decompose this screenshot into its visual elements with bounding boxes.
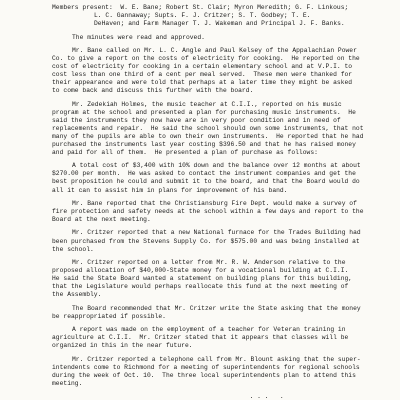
members-present-paragraph xyxy=(52,4,354,28)
text-line: DeHaven; and Farm Manager T. J. Wakeman and Principal J. F. Banks. xyxy=(94,20,345,28)
text-line: been purchased from the Stevens Supply Co. for $575.00 and was being installed at xyxy=(52,237,360,245)
text-line: purchased the instruments last year costing $396.50 and that he has raised money xyxy=(52,140,356,148)
text-line: He said the State Board wanted a statement on building plans for this building, xyxy=(52,275,353,283)
text-line: be reappropriated if possible. xyxy=(52,312,166,320)
text-line: Mr. Zedekiah Holmes, the music teacher at C.I.I., reported on his music xyxy=(72,100,342,108)
text-line: agriculture at C.I.I. Mr. Critzer stated that it appears that classes will be xyxy=(52,334,349,342)
veteran-training-paragraph xyxy=(52,326,354,350)
text-line: A report was made on the employment of a teacher for Veteran training in xyxy=(72,326,346,334)
text-line: the school. xyxy=(52,245,94,253)
text-line: The Board recommended that Mr. Critzer write the State asking that the money xyxy=(72,304,361,312)
telephone-call-paragraph xyxy=(52,355,361,388)
text-line: $270.00 per month. He was asked to contact the instrument companies and get the xyxy=(52,170,356,178)
text-line: all it can to assist him in plans for improvement of his band. xyxy=(52,186,288,194)
text-line: Members present: W. E. Bane; Robert St. Clair; Myron Meredith; G. F. Linkous; xyxy=(52,4,349,11)
text-line: replacements and repair. He said the school should own some instruments, that not xyxy=(52,124,364,132)
text-line: and paid for all of them. He presented a plan of purchase as follows: xyxy=(52,148,318,156)
text-line: that the Legislature would perhaps reallocate this fund at the next meeting of xyxy=(52,283,349,291)
text-line: Mr. Critzer reported that a new National furnace for the Trades Building had xyxy=(72,229,361,237)
text-line: Board at the next meeting. xyxy=(52,216,151,224)
text-line: cost of electricity for cooking in a certain elementary school and at V.P.I. to xyxy=(52,63,353,71)
furnace-paragraph xyxy=(52,229,361,253)
minutes-approved-paragraph xyxy=(52,34,354,42)
appalachian-power-paragraph xyxy=(52,46,360,95)
board-recommend-paragraph xyxy=(52,304,361,321)
text-line: cost less than one third of a cent per meal served. These men were thanked for xyxy=(52,71,353,79)
text-line: Co. to give a report on the costs of electricity for cooking. He reported on the xyxy=(52,55,360,63)
text-line: fire protection and safety needs at the school within a few days and report to the xyxy=(52,207,364,215)
text-line: during the week of Oct. 10. The three local superintendents plan to attend this xyxy=(52,371,356,379)
text-line: proposed allocation of $40,000-State money for a vocational building at C.I.I. xyxy=(52,267,349,275)
text-line: intendents come to Richmond for a meeting of superintendents for regional schools xyxy=(52,363,360,371)
text-line: program at the school and presented a plan for purchasing music instruments. He xyxy=(52,108,356,116)
text-line: organized in this in the near future. xyxy=(52,342,193,350)
text-line: . . . . xyxy=(52,393,284,400)
text-line: Mr. Critzer reported on a letter from Mr. R. W. Anderson relative to the xyxy=(72,259,346,266)
partial-bottom-line xyxy=(52,393,354,400)
text-line: meeting. xyxy=(52,379,83,387)
text-line: the Assembly. xyxy=(52,291,102,299)
text-line: their appearance and were told that perhaps at a later time they might be asked xyxy=(52,79,353,87)
anderson-letter-paragraph xyxy=(52,259,354,299)
text-line: The minutes were read and approved. xyxy=(72,33,205,41)
total-cost-paragraph xyxy=(52,162,361,194)
text-line: Mr. Bane reported that the Christiansburg Fire Dept. would make a survey of xyxy=(72,199,357,207)
text-line: A total cost of $3,400 with 10% down and the balance over 12 months at about xyxy=(72,162,361,170)
music-program-paragraph xyxy=(52,100,364,157)
text-line: Mr. Bane called on Mr. L. C. Angle and Paul Kelsey of the Appalachian Power xyxy=(72,46,357,54)
text-line: L. C. Gannaway; Supts. F. J. Critzer; S. T. Godbey; T. E. xyxy=(94,12,311,20)
text-line: many of the pupils are able to own their own instruments. He reported that he had xyxy=(52,132,364,140)
text-line: said the instruments they now have are in very poor condition and in need of xyxy=(52,116,341,124)
text-line: best proposition he could and submit it to the board, and that the Board would do xyxy=(52,178,360,186)
text-line: to come back and discuss this further with the board. xyxy=(52,87,254,95)
fire-dept-paragraph xyxy=(52,199,364,224)
text-line: Mr. Critzer reported a telephone call from Mr. Blount asking that the super- xyxy=(72,355,361,363)
